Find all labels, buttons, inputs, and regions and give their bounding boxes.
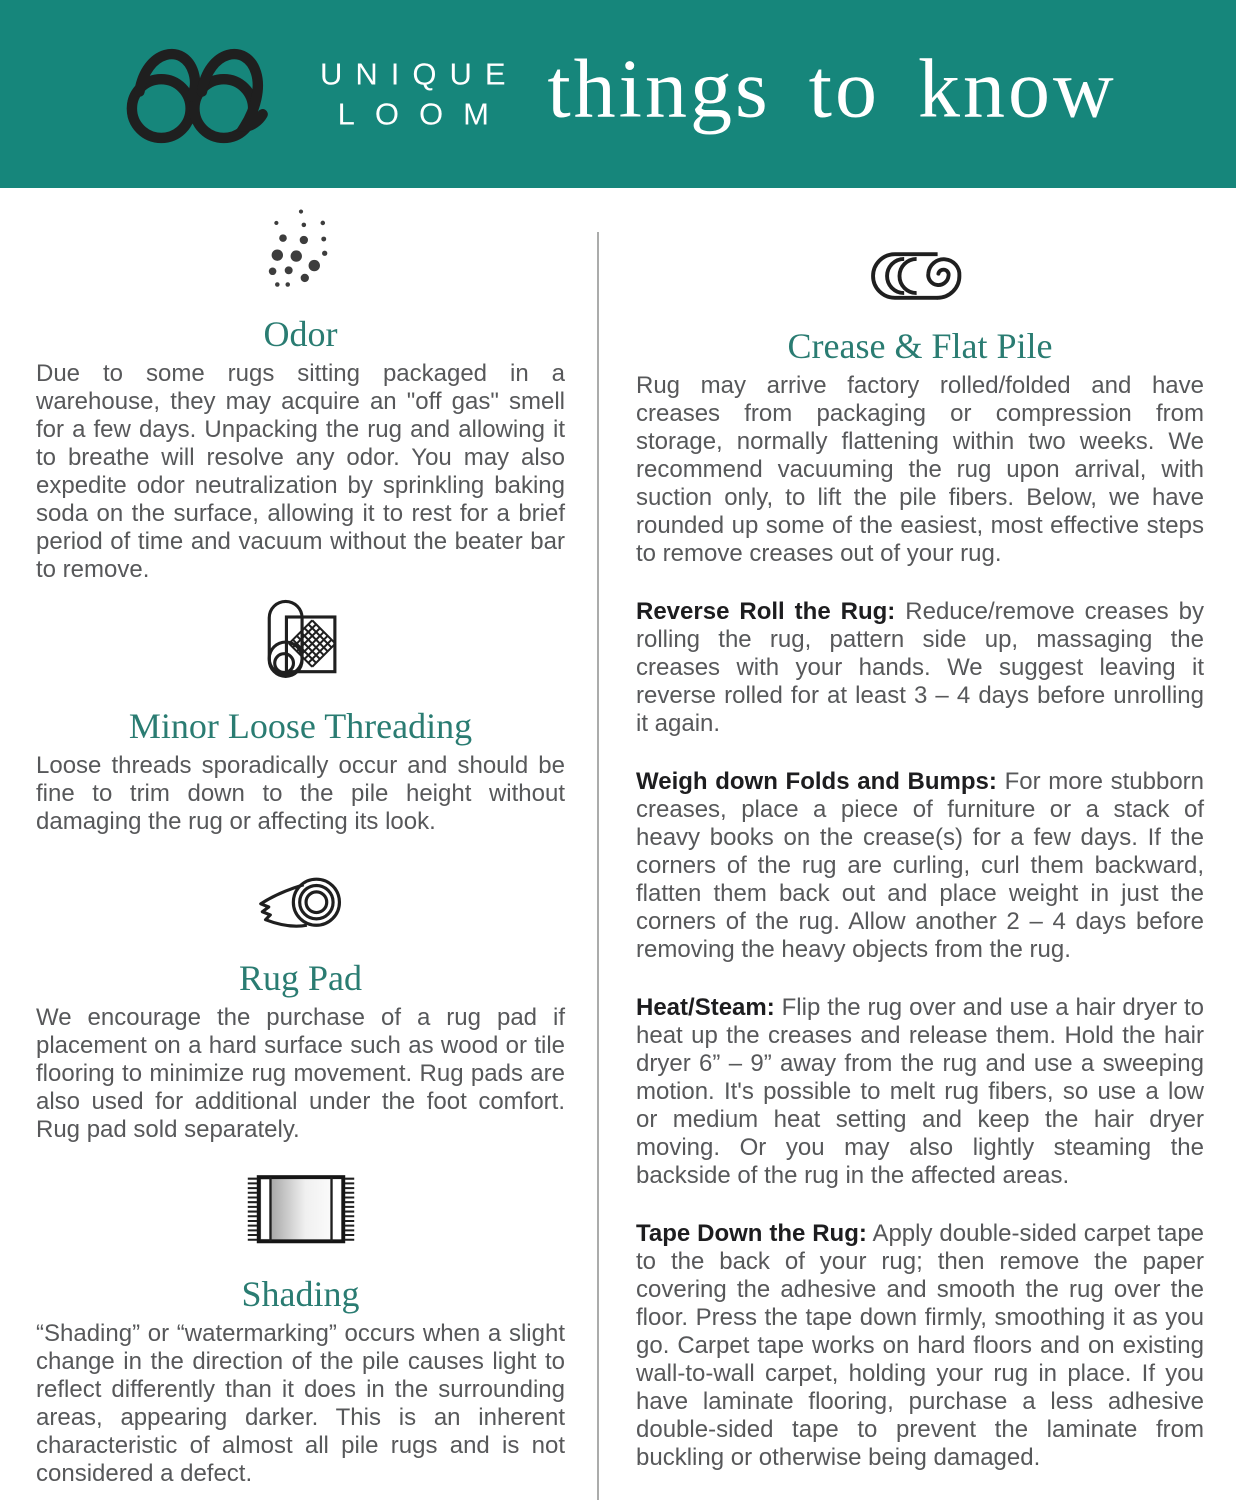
- tip-tape-down: [636, 1220, 1204, 1472]
- tip-label-weigh-down: Weigh down Folds and Bumps:: [636, 768, 997, 795]
- tip-body-weigh-down: For more stubborn creases, place a piece of furniture or a stack of heavy books on the crease(s) for a few days. If the corners of the rug are curling, curl them backward, flatten them back out and place weight in just the corners of the rug. Allow another 2 – 4 days before removing the heavy objects from the rug.: [636, 768, 1205, 963]
- tip-label-heat-steam: Heat/Steam:: [636, 994, 775, 1021]
- tip-body-tape-down: Apply double-sided carpet tape to the back of your rug; then remove the paper covering the adhesive and smooth the rug over the floor. Press the tape down firmly, smoothing it as you go. Carpet tape works on hard floors and on existing wall-to-wall carpet, holding your rug in place. If you have laminate flooring, purchase a less adhesive double-sided tape to prevent the laminate from buckling or otherwise being damaged.: [636, 1220, 1205, 1471]
- tip-label-reverse-roll: Reverse Roll the Rug:: [636, 598, 896, 625]
- brand-wordmark: [320, 54, 519, 134]
- shaded-rug-fringe-icon: [36, 1170, 565, 1246]
- header-banner: [0, 0, 1236, 188]
- section-title-odor: Odor: [263, 314, 338, 354]
- section-title-shading: Shading: [241, 1274, 360, 1314]
- tip-body-heat-steam: Flip the rug over and use a hair dryer to heat up the creases and release them. Hold the hair dryer 6” – 9” away from the rug and use a sweeping motion. It's possible to melt rug fibers, so use a low or medium heat setting and keep the hair dryer moving. Or you may also lightly steaming the backside of the rug in the affected areas.: [636, 994, 1204, 1189]
- section-body-crease-flat-pile: Rug may arrive factory rolled/folded and have creases from packaging or compression from storage, normally flattening within two weeks. We recommend vacuuming the rug upon arrival, with suction only, to lift the pile fibers. Below, we have rounded up some of the easiest, most effective steps to remove creases out of your rug.: [636, 372, 1204, 567]
- section-title-crease-flat-pile: Crease & Flat Pile: [787, 326, 1053, 366]
- section-body-shading: “Shading” or “watermarking” occurs when a slight change in the direction of the pile causes light to reflect differently than it does in the surrounding areas, appearing darker. This is an inherent characteristic of almost all pile rugs and is not considered a defect.: [36, 1320, 565, 1487]
- tip-weigh-down: [636, 768, 1204, 964]
- tip-heat-steam: [636, 994, 1204, 1190]
- brand-line-loom: LOOM: [337, 96, 509, 131]
- column-divider: [597, 232, 599, 1500]
- left-column: [0, 188, 598, 1488]
- unique-loom-loops-icon: [112, 34, 292, 155]
- section-title-minor-loose-threading: Minor Loose Threading: [128, 706, 473, 746]
- unrolling-rug-crosshatch-icon: [36, 598, 565, 686]
- tip-reverse-roll: [636, 598, 1204, 738]
- unique-loom-logo: [112, 34, 519, 155]
- brand-line-unique: UNIQUE: [320, 56, 519, 91]
- odor-sprinkle-dots-icon: [36, 204, 565, 294]
- rolled-rug-spiral-icon: [636, 248, 1204, 304]
- section-body-odor: Due to some rugs sitting packaged in a warehouse, they may acquire an "off gas" smell for a few days. Unpacking the rug and allowing it to breathe will resolve any odor. You may also expedite odor neutralization by sprinkling baking soda on the surface, allowing it to rest for a brief period of time and vacuum without the beater bar to remove.: [36, 360, 565, 583]
- section-title-rug-pad: Rug Pad: [238, 958, 362, 998]
- section-body-rug-pad: We encourage the purchase of a rug pad if placement on a hard surface such as wood or tile flooring to minimize rug movement. Rug pads are also used for additional under the foot comfort. Rug pad sold separately.: [36, 1004, 565, 1143]
- tip-body-reverse-roll: Reduce/remove creases by rolling the rug, pattern side up, massaging the creases with your hands. We suggest leaving it reverse rolled for at least 3 – 4 days before unrolling it again.: [636, 598, 1205, 737]
- tip-label-tape-down: Tape Down the Rug:: [636, 1220, 867, 1247]
- section-body-minor-loose-threading: Loose threads sporadically occur and should be fine to trim down to the pile height without damaging the rug or affecting its look.: [36, 752, 565, 835]
- right-column: [598, 188, 1236, 1488]
- content-area: [0, 188, 1236, 1488]
- rug-pad-roll-icon: [36, 872, 565, 934]
- page-title: things to know: [547, 42, 1117, 136]
